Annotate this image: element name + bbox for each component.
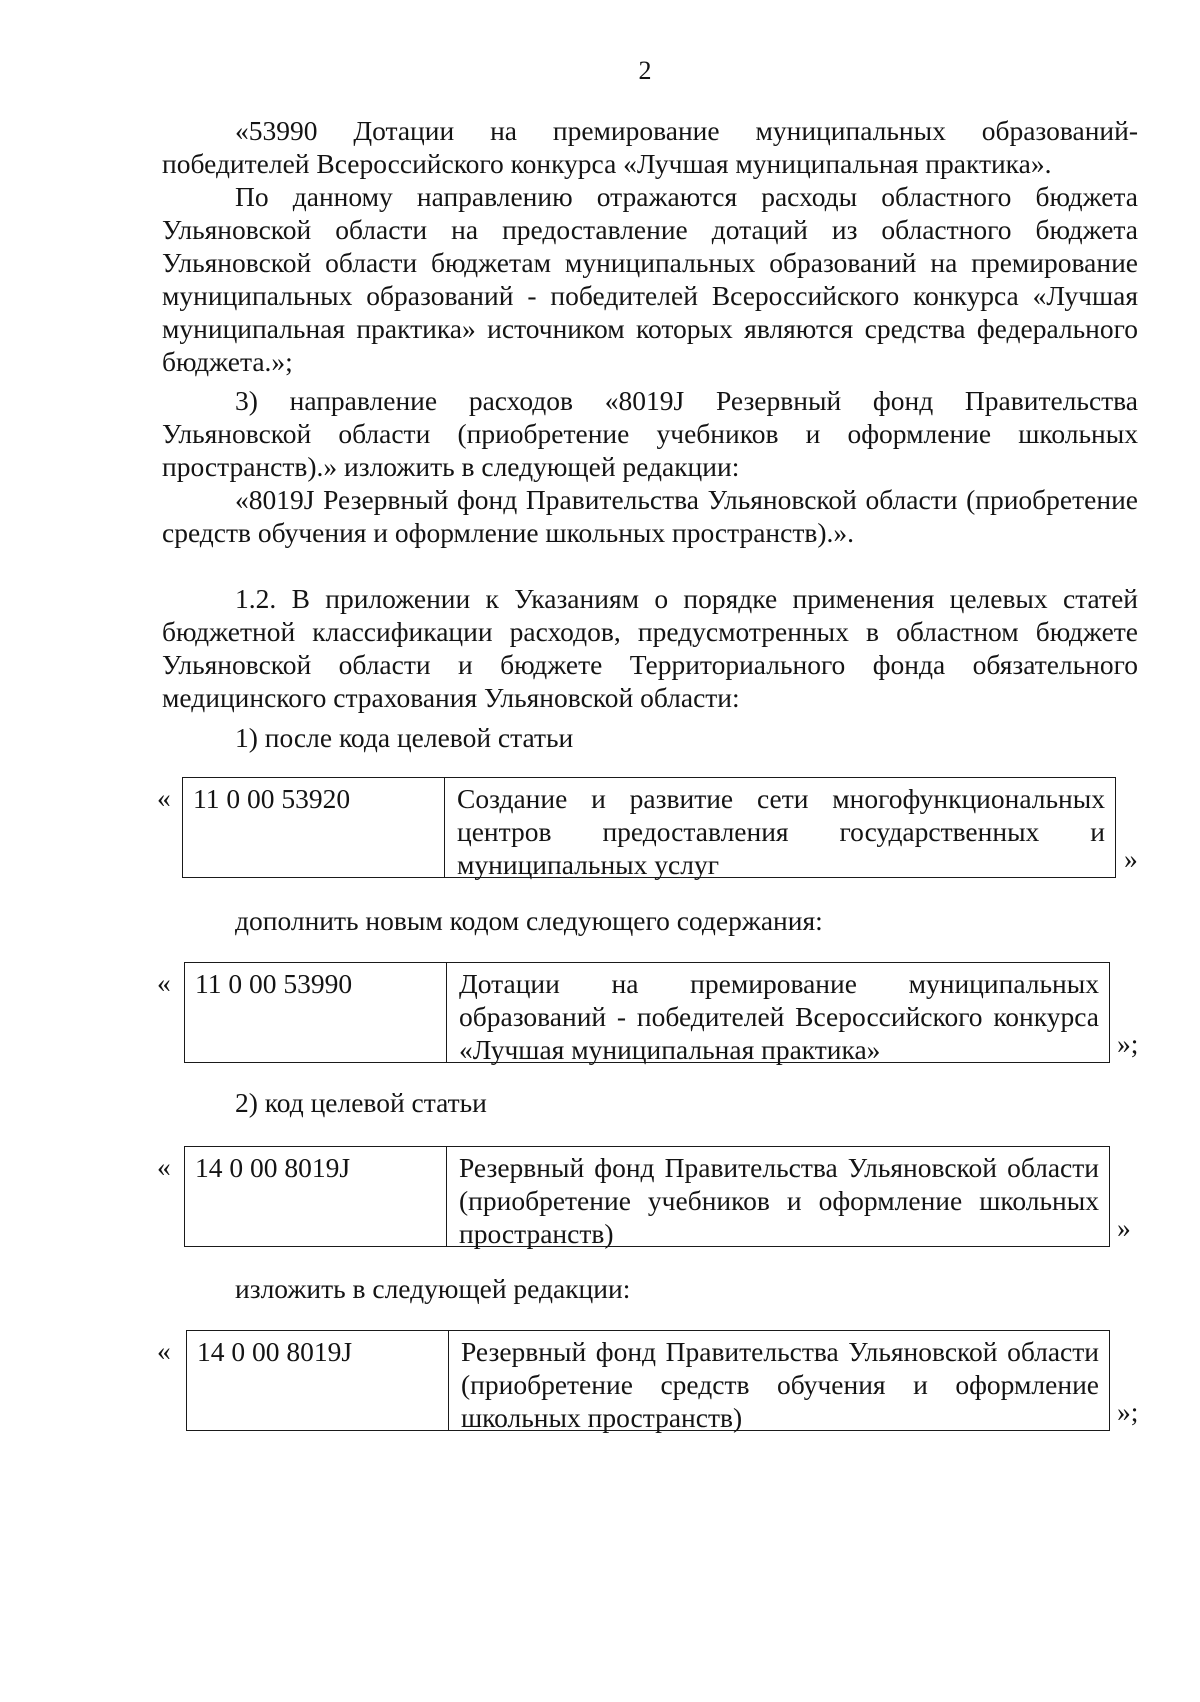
table-4-open-quote: « xyxy=(157,1335,171,1366)
code-table-4 xyxy=(186,1330,1110,1431)
table-2-close-quote: »; xyxy=(1117,1028,1139,1059)
table-4-close-quote: »; xyxy=(1117,1396,1139,1427)
table-1-open-quote: « xyxy=(157,782,171,813)
paragraph-53990-title: «53990 Дотации на премирование муниципальных образований-победителей Всероссийского конкурса «Лучшая муниципальная практика». xyxy=(162,115,1138,179)
code-table-4-description: Резервный фонд Правительства Ульяновской области (приобретение средств обучения и оформление школьных пространств) xyxy=(461,1336,1099,1433)
code-table-2-code: 11 0 00 53990 xyxy=(185,963,447,1062)
code-table-3-description: Резервный фонд Правительства Ульяновской области (приобретение учебников и оформление школьных пространств) xyxy=(459,1152,1099,1249)
code-table-3 xyxy=(184,1146,1110,1247)
page-number: 2 xyxy=(638,56,652,85)
code-table-2 xyxy=(184,962,1110,1063)
code-table-1-code: 11 0 00 53920 xyxy=(183,778,445,877)
table-3-open-quote: « xyxy=(157,1151,171,1182)
code-table-4-code: 14 0 00 8019J xyxy=(187,1331,449,1430)
item-add-new-code-label: дополнить новым кодом следующего содержания: xyxy=(235,905,823,936)
code-table-1 xyxy=(182,777,1116,878)
item-restate-label: изложить в следующей редакции: xyxy=(235,1273,631,1304)
table-1-close-quote: » xyxy=(1124,843,1138,874)
item-1-label: 1) после кода целевой статьи xyxy=(235,722,574,753)
paragraph-item-3: 3) направление расходов «8019J Резервный фонд Правительства Ульяновской области (приобретение учебников и оформление школьных пространств).» изложить в следующей редакции: xyxy=(162,385,1138,482)
paragraph-53990-description: По данному направлению отражаются расходы областного бюджета Ульяновской области на предоставление дотаций из областного бюджета Ульяновской области бюджетам муниципальных образований на премирование муниципальных образований - победителей Всероссийского конкурса «Лучшая муниципальная практика» источником которых являются средства федерального бюджета.»; xyxy=(162,181,1138,377)
table-3-close-quote: » xyxy=(1117,1212,1131,1243)
code-table-1-description: Создание и развитие сети многофункциональных центров предоставления государственных и муниципальных услуг xyxy=(457,783,1105,880)
item-2-label: 2) код целевой статьи xyxy=(235,1087,487,1118)
paragraph-8019j-new: «8019J Резервный фонд Правительства Ульяновской области (приобретение средств обучения и оформление школьных пространств).». xyxy=(162,484,1138,548)
code-table-3-code: 14 0 00 8019J xyxy=(185,1147,447,1246)
paragraph-1-2: 1.2. В приложении к Указаниям о порядке применения целевых статей бюджетной классификации расходов, предусмотренных в областном бюджете Ульяновской области и бюджете Территориального фонда обязательного медицинского страхования Ульяновской области: xyxy=(162,583,1138,713)
code-table-2-description: Дотации на премирование муниципальных образований - победителей Всероссийского конкурса «Лучшая муниципальная практика» xyxy=(459,968,1099,1065)
table-2-open-quote: « xyxy=(157,967,171,998)
